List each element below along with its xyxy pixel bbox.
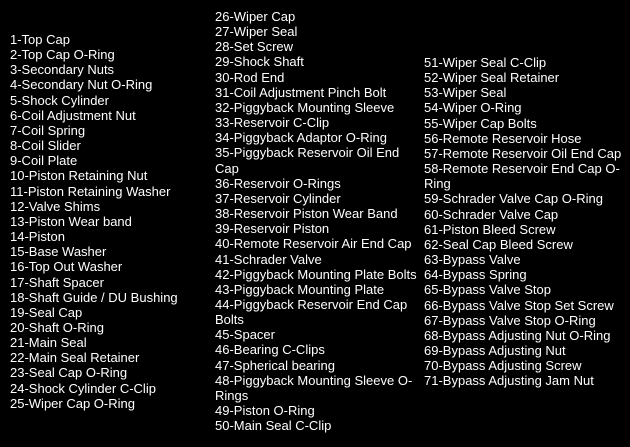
part-list-item: 4-Secondary Nut O-Ring [10, 77, 153, 93]
part-list-item: 11-Piston Retaining Washer [10, 183, 171, 199]
part-list-item: 40-Remote Reservoir Air End Cap [215, 236, 412, 252]
part-list-item: 67-Bypass Valve Stop O-Ring [424, 312, 596, 328]
part-list-item: 64-Bypass Spring [424, 267, 527, 283]
part-list-item: 65-Bypass Valve Stop [424, 282, 551, 298]
parts-column-3 [424, 55, 630, 388]
part-list-item: 14-Piston [10, 229, 65, 245]
part-list-item: 31-Coil Adjustment Pinch Bolt [215, 84, 387, 100]
part-list-item: 56-Remote Reservoir Hose [424, 130, 582, 146]
part-list-item: 53-Wiper Seal [424, 85, 507, 101]
part-list-item: 6-Coil Adjustment Nut [10, 107, 136, 123]
part-list-item: 55-Wiper Cap Bolts [424, 115, 537, 131]
part-list-item: 32-Piggyback Mounting Sleeve [215, 99, 395, 115]
part-list-item: 16-Top Out Washer [10, 259, 123, 275]
part-list-item: 30-Rod End [215, 69, 285, 85]
part-list-item: 66-Bypass Valve Stop Set Screw [424, 297, 614, 313]
part-list-item: 8-Coil Slider [10, 138, 81, 154]
part-list-item: 63-Bypass Valve [424, 252, 521, 268]
part-list-item: 22-Main Seal Retainer [10, 350, 140, 366]
part-list-item: 52-Wiper Seal Retainer [424, 70, 560, 86]
part-list-item: 48-Piggyback Mounting Sleeve O-Rings [215, 372, 413, 403]
part-list-item: 71-Bypass Adjusting Jam Nut [424, 373, 594, 389]
part-list-item: 21-Main Seal [10, 335, 87, 351]
part-list-item: 46-Bearing C-Clips [215, 342, 325, 358]
part-list-item: 54-Wiper O-Ring [424, 100, 522, 116]
part-list-item: 20-Shaft O-Ring [10, 319, 104, 335]
part-list-item: 61-Piston Bleed Screw [424, 221, 556, 237]
part-list-item: 38-Reservoir Piston Wear Band [215, 206, 398, 222]
part-list-item: 45-Spacer [215, 327, 275, 343]
part-list-item: 36-Reservoir O-Rings [215, 175, 341, 191]
part-list-item: 25-Wiper Cap O-Ring [10, 395, 135, 411]
part-list-item: 26-Wiper Cap [215, 9, 296, 24]
part-list-item: 57-Remote Reservoir Oil End Cap [424, 145, 622, 161]
part-list-item: 24-Shock Cylinder C-Clip [10, 380, 156, 396]
part-list-item: 68-Bypass Adjusting Nut O-Ring [424, 327, 611, 343]
part-list-item: 29-Shock Shaft [215, 54, 304, 70]
parts-column-2 [215, 9, 421, 433]
part-list-item: 50-Main Seal C-Clip [215, 418, 332, 434]
part-list-item: 5-Shock Cylinder [10, 92, 109, 108]
part-list-item: 15-Base Washer [10, 244, 107, 260]
part-list-item: 35-Piggyback Reservoir Oil End Cap [215, 145, 400, 176]
part-list-item: 70-Bypass Adjusting Screw [424, 358, 582, 374]
parts-column-1 [10, 32, 215, 411]
part-list-item: 41-Schrader Valve [215, 251, 322, 267]
part-list-item: 1-Top Cap [10, 32, 70, 47]
part-list-item: 69-Bypass Adjusting Nut [424, 342, 566, 358]
part-list-item: 62-Seal Cap Bleed Screw [424, 236, 573, 252]
part-list-item: 13-Piston Wear band [10, 213, 132, 229]
part-list-item: 28-Set Screw [215, 39, 294, 55]
part-list-item: 42-Piggyback Mounting Plate Bolts [215, 266, 417, 282]
part-list-item: 2-Top Cap O-Ring [10, 47, 115, 63]
part-list-item: 39-Reservoir Piston [215, 221, 330, 237]
part-list-item: 27-Wiper Seal [215, 24, 298, 40]
part-list-item: 60-Schrader Valve Cap [424, 206, 559, 222]
part-list-item: 7-Coil Spring [10, 122, 86, 138]
part-list-item: 12-Valve Shims [10, 198, 101, 214]
part-list-item: 9-Coil Plate [10, 153, 78, 169]
part-list-item: 43-Piggyback Mounting Plate [215, 281, 385, 297]
part-list-item: 10-Piston Retaining Nut [10, 168, 148, 184]
part-list-item: 47-Spherical bearing [215, 357, 335, 373]
part-list-item: 17-Shaft Spacer [10, 274, 104, 290]
part-list-item: 44-Piggyback Reservoir End Cap Bolts [215, 296, 408, 328]
part-list-item: 3-Secondary Nuts [10, 62, 115, 78]
part-list-item: 23-Seal Cap O-Ring [10, 365, 128, 381]
part-list-item: 58-Remote Reservoir End Cap O-Ring [424, 161, 620, 192]
part-list-item: 49-Piston O-Ring [215, 403, 315, 419]
part-list-item: 19-Seal Cap [10, 304, 83, 320]
part-list-item: 37-Reservoir Cylinder [215, 190, 341, 206]
part-list-item: 59-Schrader Valve Cap O-Ring [424, 191, 603, 207]
part-list-item: 51-Wiper Seal C-Clip [424, 55, 547, 70]
part-list-item: 33-Reservoir C-Clip [215, 115, 330, 131]
part-list-item: 34-Piggyback Adaptor O-Ring [215, 130, 387, 146]
part-list-item: 18-Shaft Guide / DU Bushing [10, 289, 178, 305]
